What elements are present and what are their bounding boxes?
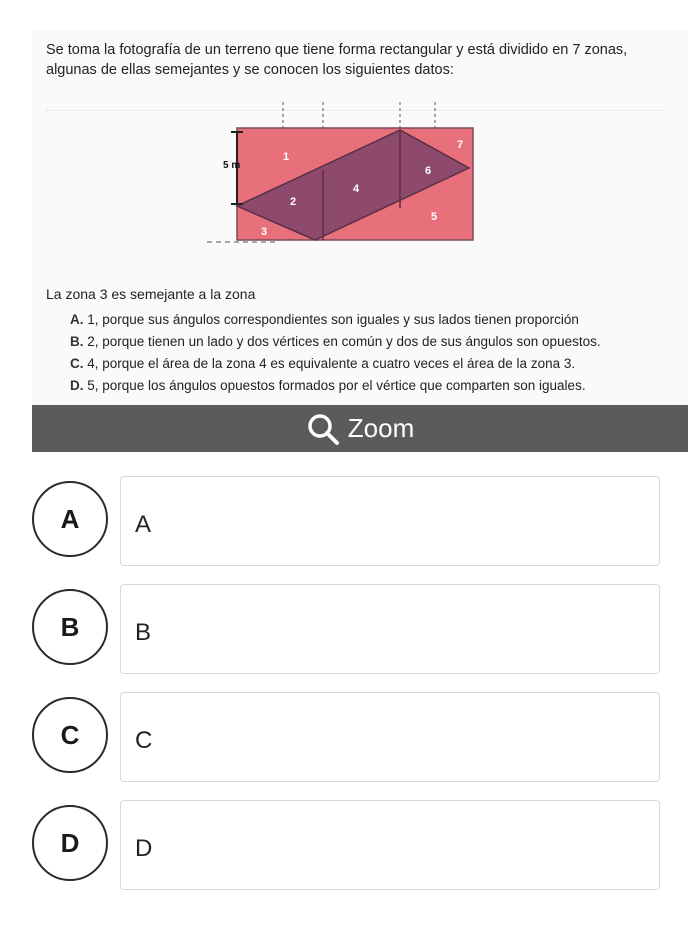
zone-label: 2 [290,196,297,208]
zone-label: 5 [431,211,438,223]
search-icon [306,412,340,446]
option-c [70,356,575,371]
zone-label: 1 [283,151,290,163]
option-letter: C. [70,356,84,371]
answer-text: C [135,727,153,754]
answer-option-a[interactable] [32,476,660,566]
answer-box-b[interactable] [120,584,660,674]
answer-text: A [135,511,152,538]
answer-circle-c[interactable]: C [32,697,108,773]
answer-box-a[interactable] [120,476,660,566]
answer-circle-a[interactable]: A [32,481,108,557]
answer-option-c[interactable] [32,692,660,782]
answer-circle-b[interactable]: B [32,589,108,665]
option-text: 2, porque tienen un lado y dos vértices en común y dos de sus ángulos son opuestos. [87,334,601,349]
zoom-button[interactable] [32,405,688,452]
answer-option-d[interactable] [32,800,660,890]
answer-text: D [135,835,153,862]
problem-intro: Se toma la fotografía de un terreno que tiene forma rectangular y está dividido en 7 zonas, algunas de ellas semejantes y se conocen los siguientes datos: [46,42,628,78]
option-text: 5, porque los ángulos opuestos formados por el vértice que comparten son iguales. [87,378,586,393]
option-letter: D. [70,378,84,393]
option-a [70,312,579,327]
answer-text: B [135,619,152,646]
zone-label: 7 [457,139,464,151]
option-letter: B. [70,334,84,349]
option-text: 1, porque sus ángulos correspondientes son iguales y sus lados tienen proporción [87,312,579,327]
dimension-label: 5 m [223,160,241,171]
zone-label: 6 [425,165,432,177]
option-d [70,378,586,393]
option-b [70,334,601,349]
zone-label: 3 [261,226,268,238]
answer-box-d[interactable] [120,800,660,890]
option-text: 4, porque el área de la zona 4 es equivalente a cuatro veces el área de la zona 3. [87,356,576,371]
answer-circle-d[interactable]: D [32,805,108,881]
answer-option-b[interactable] [32,584,660,674]
zone-label: 4 [353,183,360,195]
terrain-figure [195,100,495,260]
option-letter: A. [70,312,84,327]
zoom-label: Zoom [347,413,415,443]
question-text: La zona 3 es semejante a la zona [46,286,256,302]
answer-box-c[interactable] [120,692,660,782]
